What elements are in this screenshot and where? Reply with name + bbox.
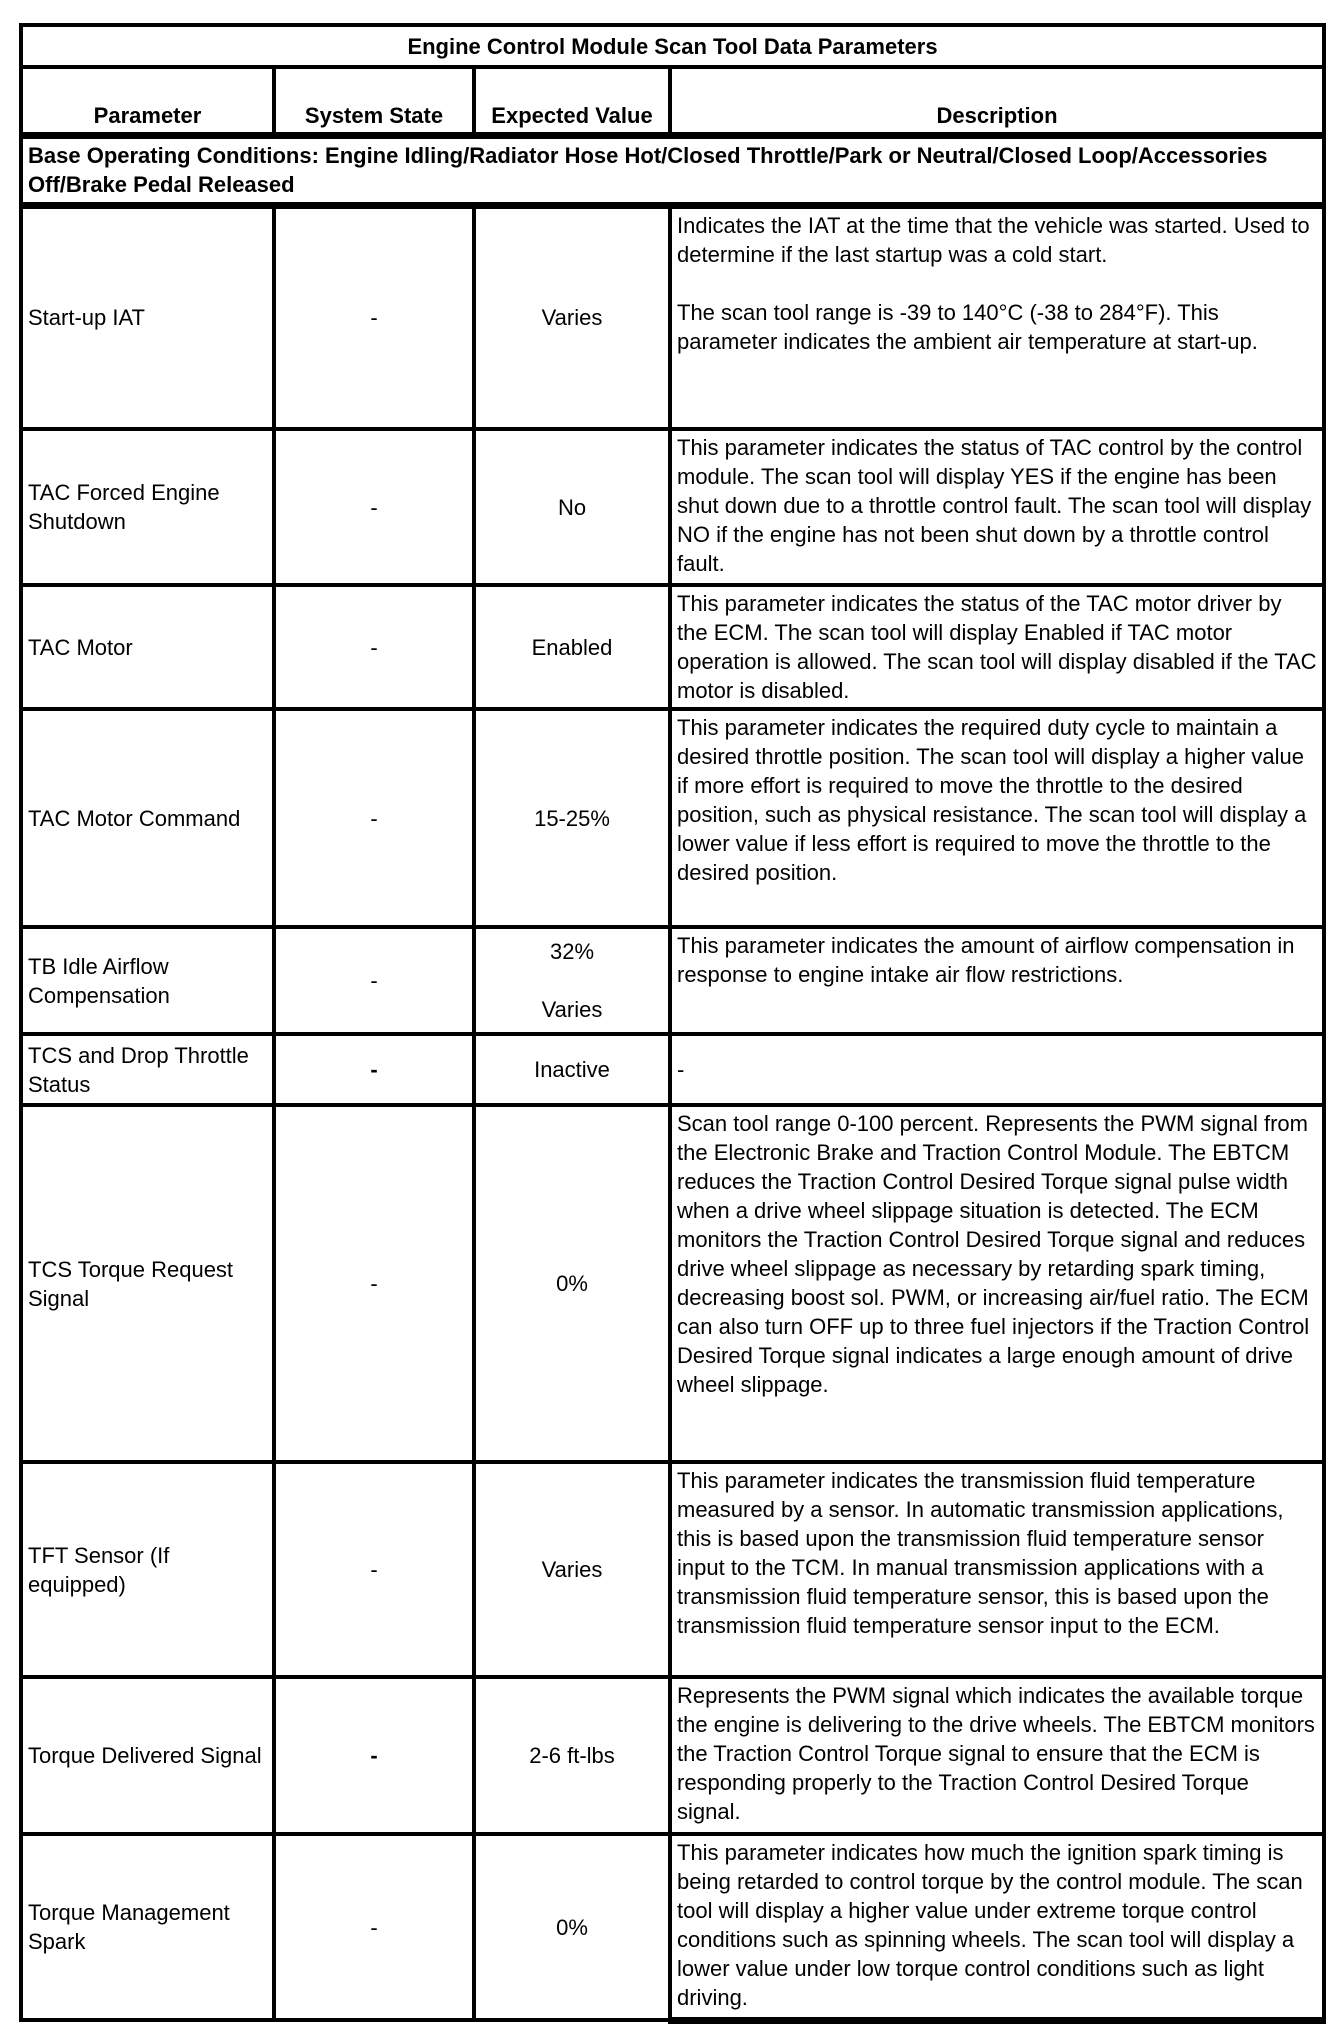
table-row: [21, 709, 1324, 927]
expected-value: 32%: [549, 939, 595, 964]
parameter-cell: TAC Motor: [21, 585, 274, 709]
expected-value: Varies: [541, 997, 603, 1022]
parameter-cell: TB Idle Airflow Compensation: [21, 927, 274, 1034]
description-cell: Scan tool range 0-100 percent. Represents the PWM signal from the Electronic Brake and Traction Control Module. The EBTCM reduces the Traction Control Desired Torque signal pulse width when a drive wheel slippage situation is detected. The ECM monitors the Traction Control Desired Torque signal and reduces drive wheel slippage as necessary by retarding spark timing, decreasing boost sol. PWM, or increasing air/fuel ratio. The ECM can also turn OFF up to three fuel injectors if the Traction Control Desired Torque signal indicates a large enough amount of drive wheel slippage.: [670, 1105, 1324, 1462]
table-row: [21, 1105, 1324, 1462]
parameter-cell: Start-up IAT: [21, 205, 274, 429]
parameter-cell: Torque Management Spark: [21, 1834, 274, 2020]
description-text: Indicates the IAT at the time that the vehicle was started. Used to determine if the last startup was a cold start.: [677, 212, 1310, 267]
expected-value-cell: Varies: [474, 1462, 670, 1677]
system-state-cell: -: [274, 1677, 474, 1834]
description-cell: This parameter indicates how much the ignition spark timing is being retarded to control torque by the control module. The scan tool will display a higher value under extreme torque control conditions such as spinning wheels. The scan tool will display a lower value under low torque control conditions such as light driving.: [670, 1834, 1324, 2020]
scan-tool-data-table: [19, 23, 1326, 2024]
expected-value-cell: Inactive: [474, 1034, 670, 1105]
system-state-cell: -: [274, 709, 474, 927]
description-cell: -: [670, 1034, 1324, 1105]
header-system-state: System State: [274, 67, 474, 135]
parameter-cell: TAC Motor Command: [21, 709, 274, 927]
expected-value-cell: No: [474, 429, 670, 585]
parameter-cell: TFT Sensor (If equipped): [21, 1462, 274, 1677]
base-conditions: Base Operating Conditions: Engine Idling/Radiator Hose Hot/Closed Throttle/Park or Neutral/Closed Loop/Accessories Off/Brake Pedal Released: [21, 135, 1324, 205]
description-cell: This parameter indicates the status of TAC control by the control module. The scan tool will display YES if the engine has been shut down due to a throttle control fault. The scan tool will display NO if the engine has not been shut down by a throttle control fault.: [670, 429, 1324, 585]
header-parameter: Parameter: [21, 67, 274, 135]
table-title: Engine Control Module Scan Tool Data Parameters: [21, 25, 1324, 67]
table-row: [21, 429, 1324, 585]
header-expected-value: Expected Value: [474, 67, 670, 135]
base-conditions-row: [21, 135, 1324, 205]
parameter-cell: TCS Torque Request Signal: [21, 1105, 274, 1462]
system-state-cell: -: [274, 429, 474, 585]
table-title-row: [21, 25, 1324, 67]
expected-value-cell: 0%: [474, 1834, 670, 2020]
expected-value-cell: 15-25%: [474, 709, 670, 927]
table-row: [21, 585, 1324, 709]
description-cell: Represents the PWM signal which indicates the available torque the engine is delivering to the drive wheels. The EBTCM monitors the Traction Control Torque signal to ensure that the ECM is responding properly to the Traction Control Desired Torque signal.: [670, 1677, 1324, 1834]
description-cell: This parameter indicates the required duty cycle to maintain a desired throttle position. The scan tool will display a higher value if more effort is required to move the throttle to the desired position, such as physical resistance. The scan tool will display a lower value if less effort is required to move the throttle to the desired position.: [670, 709, 1324, 927]
expected-value-cell: 0%: [474, 1105, 670, 1462]
expected-value-cell: Enabled: [474, 585, 670, 709]
system-state-cell: -: [274, 205, 474, 429]
description-cell: This parameter indicates the status of the TAC motor driver by the ECM. The scan tool will display Enabled if TAC motor operation is allowed. The scan tool will display disabled if the TAC motor is disabled.: [670, 585, 1324, 709]
header-description: Description: [670, 67, 1324, 135]
parameter-cell: TCS and Drop Throttle Status: [21, 1034, 274, 1105]
parameter-cell: TAC Forced Engine Shutdown: [21, 429, 274, 585]
table-row: [21, 1677, 1324, 1834]
system-state-cell: -: [274, 1834, 474, 2020]
parameter-cell: Torque Delivered Signal: [21, 1677, 274, 1834]
description-cell: This parameter indicates the transmission fluid temperature measured by a sensor. In automatic transmission applications, this is based upon the transmission fluid temperature sensor input to the TCM. In manual transmission applications with a transmission fluid temperature sensor, this is based upon the transmission fluid temperature sensor input to the ECM.: [670, 1462, 1324, 1677]
header-row: [21, 67, 1324, 135]
system-state-cell: -: [274, 927, 474, 1034]
table-row: [21, 1462, 1324, 1677]
expected-value-cell: 2-6 ft-lbs: [474, 1677, 670, 1834]
system-state-cell: -: [274, 585, 474, 709]
expected-value-cell: Varies: [474, 205, 670, 429]
table-row: [21, 205, 1324, 429]
system-state-cell: -: [274, 1105, 474, 1462]
system-state-cell: -: [274, 1462, 474, 1677]
description-cell: This parameter indicates the amount of airflow compensation in response to engine intake air flow restrictions.: [670, 927, 1324, 1034]
expected-value-cell: [474, 927, 670, 1034]
system-state-cell: -: [274, 1034, 474, 1105]
description-text: The scan tool range is -39 to 140°C (-38 to 284°F). This parameter indicates the ambient air temperature at start-up.: [677, 299, 1258, 354]
table-row: [21, 927, 1324, 1034]
table-row: [21, 1834, 1324, 2020]
description-cell: [670, 205, 1324, 429]
table-row: [21, 1034, 1324, 1105]
